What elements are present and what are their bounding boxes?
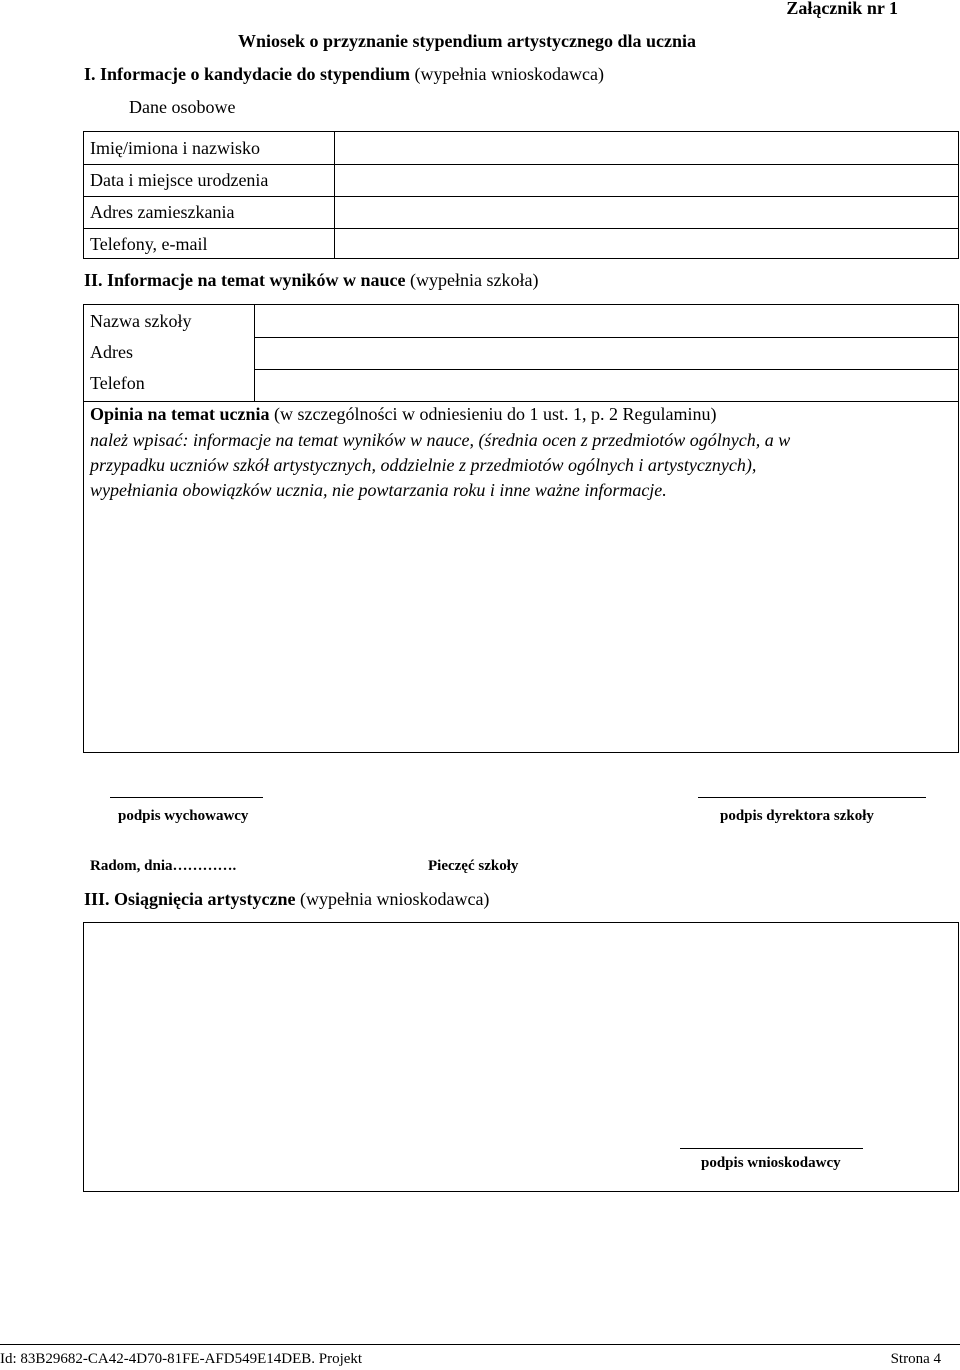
document-id: Id: 83B29682-CA42-4D70-81FE-AFD549E14DEB. Projekt: [0, 1351, 363, 1367]
section3-heading-note: (wypełnia wnioskodawca): [299, 889, 490, 909]
school-phone-field[interactable]: [256, 370, 956, 398]
birth-field[interactable]: [336, 165, 956, 193]
opinion-instructions-line-1: należ wpisać: informacje na temat wyników w nauce, (średnia ocen z przedmiotów ogólnych, a w: [90, 430, 791, 450]
row-label-contact: Telefony, e-mail: [90, 234, 208, 254]
name-field[interactable]: [336, 133, 956, 161]
row-label-birth: Data i miejsce urodzenia: [90, 170, 269, 190]
opinion-heading: [90, 404, 716, 425]
row-label-school-name: Nazwa szkoły: [90, 311, 192, 331]
address-field[interactable]: [336, 197, 956, 225]
section1-heading: [84, 64, 604, 85]
document-title: Wniosek o przyznanie stypendium artystycznego dla ucznia: [238, 31, 697, 51]
place-date: Radom, dnia………….: [90, 858, 237, 874]
section2-heading-bold: II. Informacje na temat wyników w nauce: [84, 270, 406, 290]
opinion-heading-bold: Opinia na temat ucznia: [90, 404, 270, 424]
teacher-signature-label: podpis wychowawcy: [118, 808, 249, 824]
school-address-field[interactable]: [256, 338, 956, 366]
footer-divider: [0, 1344, 960, 1345]
row-label-school-phone: Telefon: [90, 373, 145, 393]
opinion-heading-note: (w szczególności w odniesieniu do 1 ust. 1, p. 2 Regulaminu): [274, 404, 717, 424]
director-signature-label: podpis dyrektora szkoły: [720, 808, 874, 824]
teacher-signature-line: [110, 797, 263, 798]
school-stamp-label: Pieczęć szkoły: [428, 858, 519, 874]
opinion-instructions-line-3: wypełniania obowiązków ucznia, nie powtarzania roku i inne ważne informacje.: [90, 480, 667, 500]
section1-heading-bold: I. Informacje o kandydacie do stypendium: [84, 64, 411, 84]
row-label-name: Imię/imiona i nazwisko: [90, 138, 260, 158]
contact-field[interactable]: [336, 229, 956, 257]
section2-heading: [84, 270, 538, 291]
row-label-school-address: Adres: [90, 342, 133, 362]
applicant-signature-line: [680, 1148, 863, 1149]
achievements-field[interactable]: [90, 928, 954, 1138]
section2-heading-note: (wypełnia szkoła): [409, 270, 539, 290]
section1-heading-note: (wypełnia wnioskodawca): [414, 64, 604, 84]
section3-heading-bold: III. Osiągnięcia artystyczne: [84, 889, 296, 909]
row-label-address: Adres zamieszkania: [90, 202, 235, 222]
applicant-signature-label: podpis wnioskodawcy: [701, 1155, 841, 1171]
opinion-instructions-line-2: przypadku uczniów szkół artystycznych, oddzielnie z przedmiotów ogólnych i artystycznych),: [90, 455, 757, 475]
director-signature-line: [698, 797, 926, 798]
page-number: Strona 4: [890, 1351, 941, 1367]
attachment-label: Załącznik nr 1: [786, 0, 898, 18]
school-name-field[interactable]: [256, 306, 956, 334]
section3-heading: [84, 889, 489, 910]
opinion-field[interactable]: [90, 505, 954, 780]
personal-data-subheading: Dane osobowe: [129, 97, 236, 117]
